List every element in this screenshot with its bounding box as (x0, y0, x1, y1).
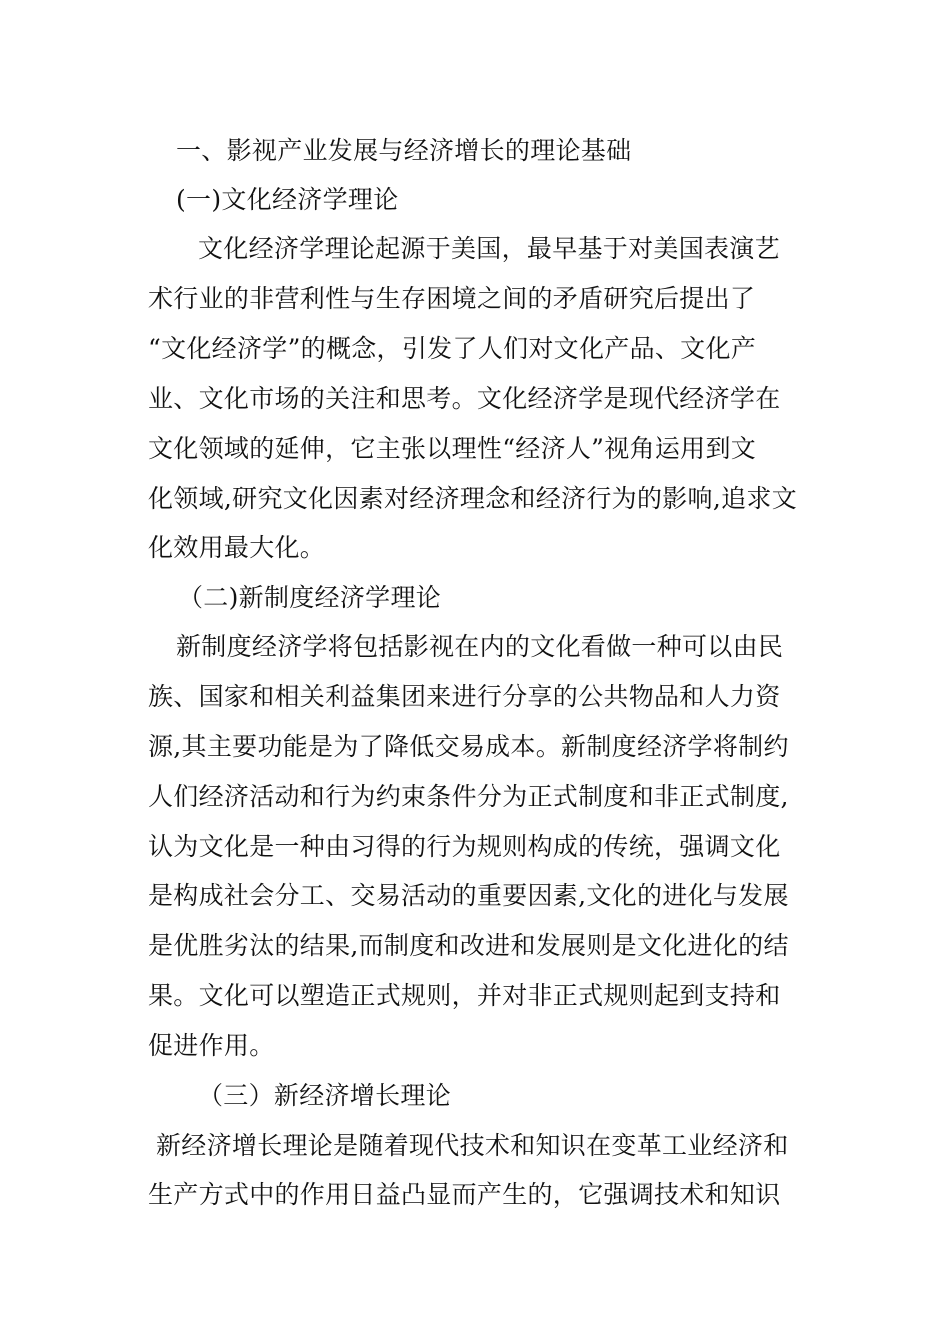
paragraph-line: 文化领域的延伸，它主张以理性“经济人”视角运用到文 (148, 434, 757, 463)
paragraph-line: “文化经济学”的概念，引发了人们对文化产品、文化产 (148, 334, 757, 363)
paragraph-line: 人们经济活动和行为约束条件分为正式制度和非正式制度, (148, 782, 789, 811)
paragraph-line: 新制度经济学将包括影视在内的文化看做一种可以由民 (176, 632, 784, 661)
paragraph-line: 化效用最大化。 (148, 533, 326, 562)
paragraph-line: 文化经济学理论起源于美国，最早基于对美国表演艺 (198, 234, 780, 263)
paragraph-line: 生产方式中的作用日益凸显而产生的，它强调技术和知识 (148, 1180, 781, 1209)
paragraph-line: 业、文化市场的关注和思考。文化经济学是现代经济学在 (148, 384, 781, 413)
paragraph-line: 是构成社会分工、交易活动的重要因素,文化的进化与发展 (148, 881, 789, 910)
subsection-heading-3: （三）新经济增长理论 (198, 1081, 452, 1110)
paragraph-line: 果。文化可以塑造正式规则，并对非正式规则起到支持和 (148, 981, 781, 1010)
subsection-heading-1: (一)文化经济学理论 (176, 185, 399, 214)
paragraph-line: 术行业的非营利性与生存困境之间的矛盾研究后提出了 (148, 284, 756, 313)
paragraph-line: 化领域,研究文化因素对经济理念和经济行为的影响,追求文 (148, 484, 797, 513)
subsection-heading-2: （二)新制度经济学理论 (178, 583, 442, 612)
paragraph-line: 是优胜劣汰的结果,而制度和改进和发展则是文化进化的结 (148, 931, 789, 960)
section-heading-1: 一、影视产业发展与经济增长的理论基础 (176, 136, 632, 165)
paragraph-line: 族、国家和相关利益集团来进行分享的公共物品和人力资 (148, 682, 781, 711)
paragraph-line: 认为文化是一种由习得的行为规则构成的传统，强调文化 (148, 832, 781, 861)
paragraph-line: 新经济增长理论是随着现代技术和知识在变革工业经济和 (156, 1131, 789, 1160)
paragraph-line: 源,其主要功能是为了降低交易成本。新制度经济学将制约 (148, 732, 789, 761)
paragraph-line: 促进作用。 (148, 1031, 275, 1060)
